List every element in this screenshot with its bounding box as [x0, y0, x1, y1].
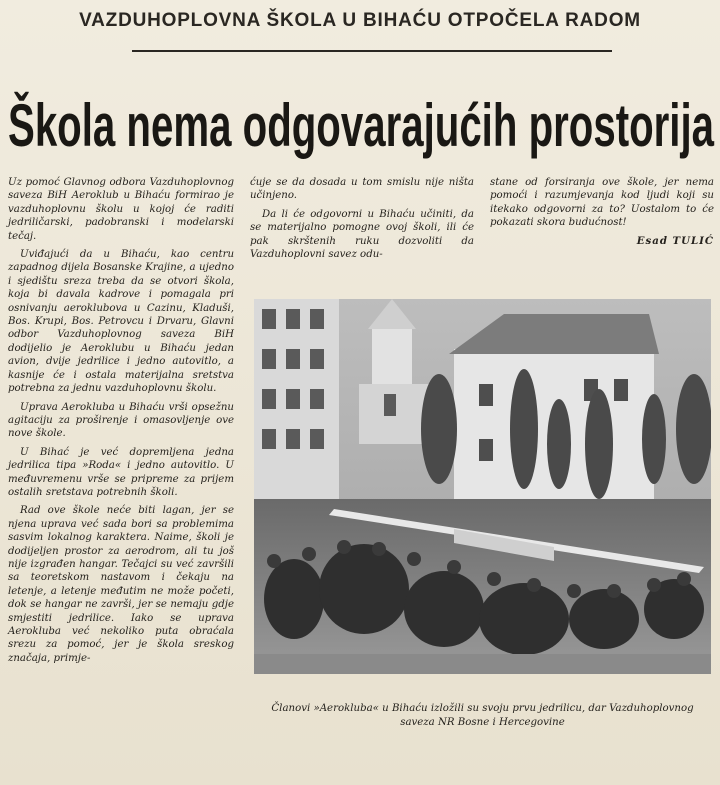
author-name: Esad TULIĆ [636, 234, 714, 247]
news-photo [254, 299, 711, 674]
column-3 [490, 176, 714, 248]
paragraph: stane od forsiranja ove škole, jer nema pomoći i razumjevanja kod ljudi koji su itekako odgovorni za to? Uostalom to će pokazati skora budućnost! [490, 177, 714, 229]
author-signature [490, 235, 714, 248]
paragraph: Da li će odgovorni u Bihaću učiniti, da se materijalno pomogne ovoj školi, ili će pak skrštenih ruku dozvoliti da Vazduhoplovni savez odu- [250, 208, 474, 261]
paragraph: ćuje se da dosada u tom smislu nije ništa učinjeno. [250, 177, 474, 202]
column-1 [8, 176, 234, 670]
kicker-rule [132, 50, 612, 52]
paragraph: Uviđajući da u Bihaću, kao centru zapadnog dijela Bosanske Krajine, a ujedno i sjedištu sreza treba da se otvori škola, koja bi davala kadrove i pomagala pri osnivanju aeroklubova u Cazinu, Kladuši, Bos. Krupi, Bos. Petrovcu i Drvaru, Glavni odbor Vazduhoplovnog saveza BiH dodijelio je Aeroklubu u Bihaću jedan avion, dvije jedrilice i jedno autovitlo, a kasnije će i ostala materijalna sretstva potrebna za jednu vazduhoplovnu školu. [8, 249, 234, 395]
photo-caption: Članovi »Aerokluba« u Bihaću izložili su svoju prvu jedrilicu, dar Vazduhoplovnog saveza NR Bosne i Hercegovine [271, 703, 694, 728]
paragraph: Rad ove škole neće biti lagan, jer se njena uprava već sada bori sa problemima sasvim lokalnog karaktera. Naime, školi je dodijeljen prostor za aerodrom, ali tu još nije izgrađen hangar. Tečajci su već završili sa teoretskom nastavom i čekaju na letenje, a letenje međutim ne može početi, dok se hangar ne završi, jer se nemaju gdje smjestiti jedrilice. Iako se uprava Aerokluba već nekoliko puta obraćala srezu za pomoć, jer je škola sreskog značaja, primje- [8, 505, 234, 664]
headline [6, 72, 718, 168]
article-kicker: VAZDUHOPLOVNA ŠKOLA U BIHAĆU OTPOČELA RADOM [79, 10, 641, 31]
headline-text: Škola nema odgovarajućih prostorija [8, 92, 715, 159]
paragraph: Uprava Aerokluba u Bihaću vrši opsežnu agitaciju za proširenje i omasovljenje ove nove škole. [8, 401, 234, 440]
column-2 [250, 176, 474, 266]
paragraph: U Bihać je već dopremljena jedna jedrilica tipa »Roda« i jedno autovitlo. U međuvremenu vrše se pripreme za prijem ostalih sretstava potrebnih školi. [8, 446, 234, 498]
paragraph: Uz pomoć Glavnog odbora Vazduhoplovnog saveza BiH Aeroklub u Bihaću formirao je vazduhoplovnu školu u kojoj će raditi jedriličarski, padobranski i modelarski tečaj. [8, 177, 234, 242]
